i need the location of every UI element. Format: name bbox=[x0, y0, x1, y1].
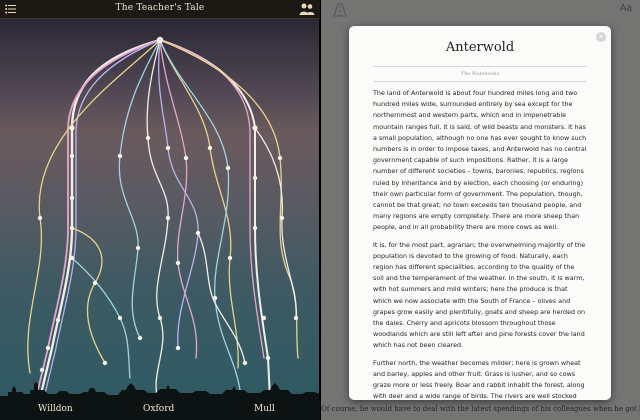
path-mull-main bbox=[160, 40, 270, 398]
city-silhouette bbox=[0, 380, 320, 402]
tree-node bbox=[243, 361, 247, 365]
path-white-2 bbox=[147, 40, 168, 400]
card-subtitle: The Notebooks bbox=[460, 71, 500, 77]
tree-node bbox=[70, 196, 74, 200]
tree-node bbox=[253, 176, 257, 180]
path-cyan-2 bbox=[160, 40, 240, 390]
tree-node bbox=[70, 256, 74, 260]
people-icon[interactable] bbox=[299, 2, 315, 16]
tree-node bbox=[158, 316, 162, 320]
tree-node bbox=[40, 368, 44, 372]
tree-node bbox=[136, 246, 140, 250]
paragraph: It is, for the most part, agrarian; the overwhelming majority of the population is devoted to the growing of food. Naturally, each region has different specialities, according to the quality of the soil and the temperament of the weather. In the south, it is warm, with hot summers and mild winters; here the produce is that which we now associate with the South of France – olives and grapes grow easily and plentifully, goats and sheep are herded on the dales. Cherry and apricots blossom throughout those woodlands which are still left after and pine forests cover the land which has not been cleared. bbox=[373, 240, 586, 350]
path-cyan-1 bbox=[119, 40, 160, 338]
font-size-button[interactable]: Aa bbox=[619, 3, 632, 14]
tree-node bbox=[184, 156, 188, 160]
card-body bbox=[373, 88, 587, 400]
tree-node bbox=[176, 261, 180, 265]
tree-root-node bbox=[157, 37, 163, 43]
paragraph: Further north, the weather becomes milder; here is grown wheat and barley, apples and other fruit. Grass is lusher, and so cows graze more or less freely. Boar and rabbit inhabit the forest, along with deer and a wide range of birds. The rivers are well stocked bbox=[373, 358, 585, 400]
path-yellow-2 bbox=[160, 40, 238, 368]
paragraph: The land of Anterwold is about four hundred miles long and two hundred miles wide, surrounded entirely by sea except for the northernmost and western parts, which end in impenetrable mountain ranges full, it is said, of wild beasts and monsters. It has a small population, although no one has ever sought to know such numbers is in order to impose taxes, and Anterwold has no central government capable of such impositions. Rather, it is a large number of different societies – towns, baronies, republics, regions ruled by inheritance and by election, each choosing (or enduring) their own particular form of government. The population, though, cannot be that great; no town exceeds ten thousand people, and many regions are empty completely. There are more sheep than people, and in all probability there are more cows as well. bbox=[373, 89, 587, 232]
tree-node bbox=[38, 216, 42, 220]
path-white-right bbox=[255, 128, 296, 318]
path-yellow-left-2 bbox=[72, 228, 105, 363]
tree-node bbox=[118, 316, 122, 320]
reader-panel bbox=[321, 0, 640, 420]
app-title: The Teacher's Tale bbox=[115, 3, 205, 13]
tree-node bbox=[93, 281, 97, 285]
path-yellow-left bbox=[28, 40, 160, 373]
close-icon[interactable]: × bbox=[596, 32, 606, 42]
tree-node bbox=[56, 318, 60, 322]
tree-node bbox=[262, 316, 266, 320]
title-divider bbox=[373, 66, 587, 67]
notebook-card bbox=[349, 26, 611, 400]
tree-node bbox=[208, 146, 212, 150]
tree-node bbox=[176, 346, 180, 350]
subtitle-divider bbox=[373, 81, 587, 82]
path-mull-pink bbox=[160, 40, 264, 358]
story-tree bbox=[0, 18, 320, 401]
tree-node bbox=[69, 125, 74, 130]
path-willdon-pink bbox=[36, 40, 160, 398]
path-willdon-lavender bbox=[44, 40, 160, 398]
tree-node bbox=[252, 125, 257, 130]
tree-node bbox=[138, 336, 142, 340]
tree-node bbox=[166, 216, 170, 220]
tree-node bbox=[196, 231, 200, 235]
tree-node bbox=[213, 296, 217, 300]
tree-node bbox=[253, 226, 257, 230]
road-icon[interactable] bbox=[333, 3, 347, 17]
bottom-bar bbox=[0, 400, 320, 420]
town-label-willdon[interactable]: Willdon bbox=[38, 404, 73, 414]
town-label-oxford[interactable]: Oxford bbox=[143, 404, 175, 414]
tree-node bbox=[146, 136, 150, 140]
top-bar bbox=[0, 0, 320, 19]
tree-node bbox=[103, 361, 107, 365]
tree-node bbox=[70, 154, 74, 158]
tree-node bbox=[280, 216, 284, 220]
town-label-mull[interactable]: Mull bbox=[254, 404, 275, 414]
path-mix-2 bbox=[198, 233, 245, 363]
tree-node bbox=[70, 226, 74, 230]
tree-node bbox=[278, 156, 282, 160]
tree-node bbox=[118, 154, 122, 158]
tree-node bbox=[228, 256, 232, 260]
tree-node bbox=[166, 146, 170, 150]
tree-node bbox=[46, 346, 50, 350]
tree-node bbox=[266, 356, 270, 360]
card-title: Anterwold bbox=[445, 40, 515, 55]
tree-node bbox=[226, 166, 230, 170]
tree-node bbox=[294, 316, 298, 320]
